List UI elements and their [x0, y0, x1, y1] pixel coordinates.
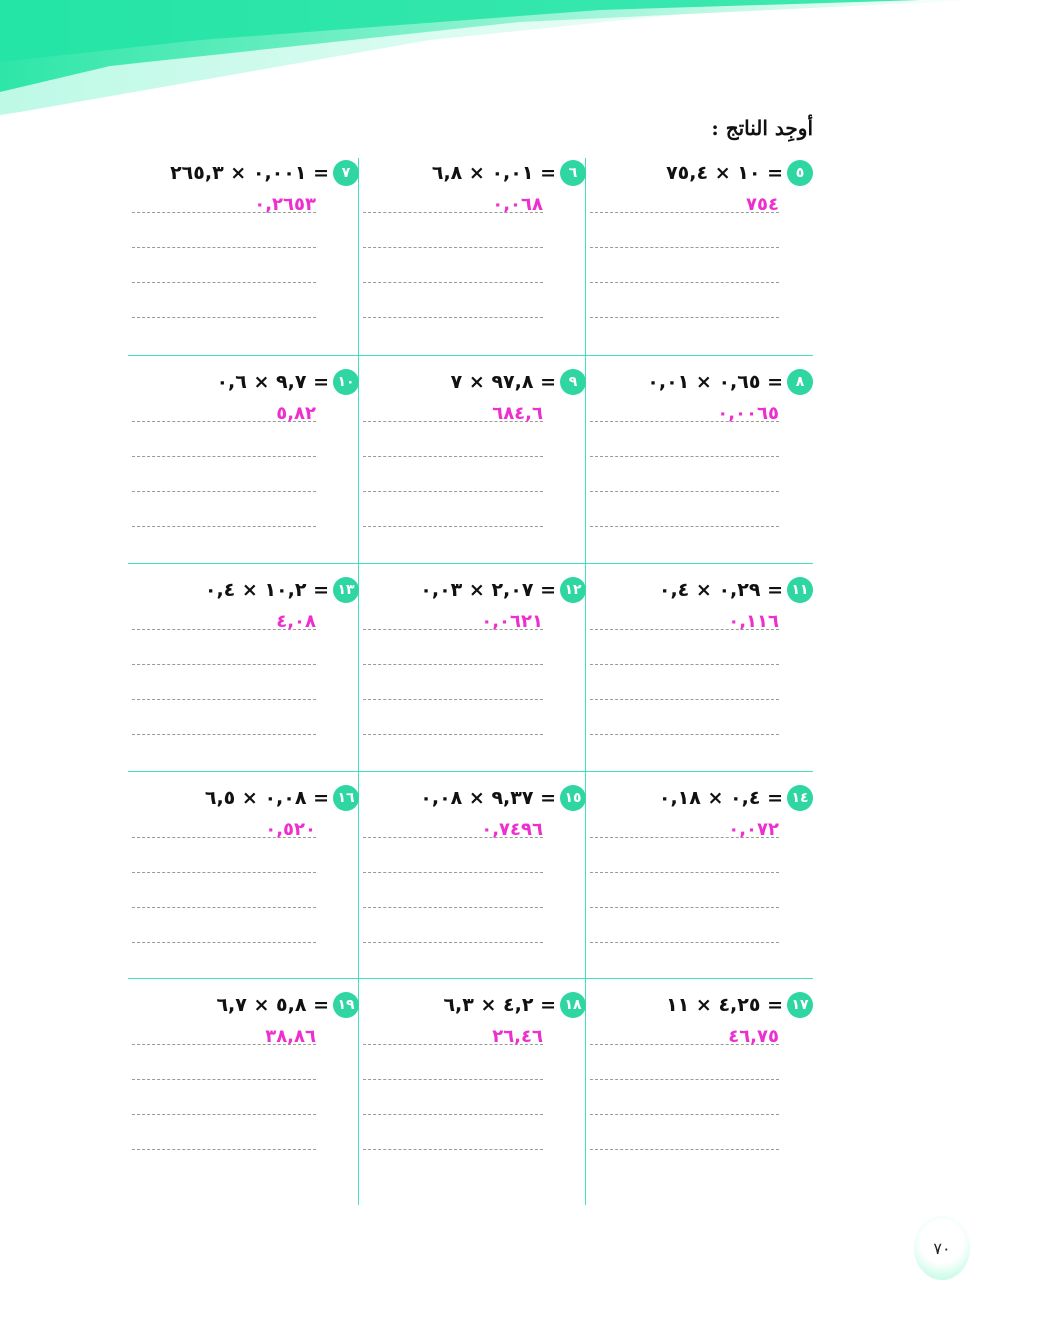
answer-line[interactable]	[132, 491, 316, 492]
problem-cell	[587, 158, 813, 363]
problem-row	[443, 992, 586, 1018]
handwritten-answer: ٤,٠٨	[276, 611, 316, 632]
answer-line[interactable]	[363, 699, 543, 700]
answer-line[interactable]	[590, 1149, 779, 1150]
answer-line[interactable]	[363, 526, 543, 527]
problem-row	[659, 577, 813, 603]
problem-cell	[360, 575, 586, 780]
problem-cell	[587, 575, 813, 780]
handwritten-answer: ٠,٠٠٦٥	[717, 403, 779, 424]
answer-line[interactable]	[363, 734, 543, 735]
problem-expression: ٥,٨ × ٦,٧ =	[216, 994, 329, 1016]
answer-line[interactable]	[363, 664, 543, 665]
answer-line[interactable]	[132, 699, 316, 700]
answer-line[interactable]	[363, 317, 543, 318]
problem-number-badge: ١٨	[560, 992, 586, 1018]
problem-expression: ٠,٠٠١ × ٢٦٥,٣ =	[170, 162, 329, 184]
answer-line[interactable]	[132, 317, 316, 318]
handwritten-answer: ٠,٥٢٠	[265, 819, 316, 840]
problem-row	[216, 369, 359, 395]
handwritten-answer: ٧٥٤	[746, 194, 779, 215]
problem-cell	[133, 783, 359, 988]
handwritten-answer: ٠,٠٦٨	[492, 194, 543, 215]
handwritten-answer: ٦٨٤,٦	[492, 403, 543, 424]
problem-row	[216, 992, 359, 1018]
problem-cell	[360, 158, 586, 363]
answer-line[interactable]	[132, 282, 316, 283]
answer-line[interactable]	[363, 1149, 543, 1150]
handwritten-answer: ٥,٨٢	[276, 403, 316, 424]
header-decoration	[0, 0, 1039, 130]
problem-expression: ١٠,٢ × ٠,٤ =	[204, 579, 329, 601]
handwritten-answer: ٠,٢٦٥٣	[254, 194, 316, 215]
problem-expression: ٢,٠٧ × ٠,٠٣ =	[420, 579, 556, 601]
handwritten-answer: ٠,٠٧٢	[728, 819, 779, 840]
problem-cell	[587, 783, 813, 988]
answer-line[interactable]	[132, 1079, 316, 1080]
problem-number-badge: ٦	[560, 160, 586, 186]
problem-number-badge: ٨	[787, 369, 813, 395]
problem-expression: ٠,٦٥ × ٠,٠١ =	[647, 371, 783, 393]
answer-line[interactable]	[132, 734, 316, 735]
problem-number-badge: ١٧	[787, 992, 813, 1018]
problem-expression: ٠,٠٨ × ٦,٥ =	[204, 787, 329, 809]
answer-line[interactable]	[132, 664, 316, 665]
answer-line[interactable]	[363, 942, 543, 943]
answer-line[interactable]	[590, 664, 779, 665]
problem-cell	[587, 990, 813, 1195]
answer-line[interactable]	[590, 456, 779, 457]
problem-cell	[587, 367, 813, 572]
problem-cell	[133, 367, 359, 572]
answer-line[interactable]	[363, 282, 543, 283]
handwritten-answer: ٠,١١٦	[728, 611, 779, 632]
answer-line[interactable]	[590, 317, 779, 318]
answer-line[interactable]	[590, 872, 779, 873]
problem-expression: ٠,٠١ × ٦,٨ =	[431, 162, 556, 184]
problem-cell	[133, 575, 359, 780]
problem-number-badge: ١٢	[560, 577, 586, 603]
answer-line[interactable]	[363, 456, 543, 457]
answer-line[interactable]	[363, 872, 543, 873]
answer-line[interactable]	[590, 491, 779, 492]
problem-number-badge: ١٤	[787, 785, 813, 811]
answer-line[interactable]	[590, 1079, 779, 1080]
handwritten-answer: ٣٨,٨٦	[265, 1026, 316, 1047]
handwritten-answer: ٢٦,٤٦	[492, 1026, 543, 1047]
problem-expression: ٩,٧ × ٠,٦ =	[216, 371, 329, 393]
problem-row	[659, 785, 813, 811]
answer-line[interactable]	[590, 734, 779, 735]
problem-number-badge: ١٥	[560, 785, 586, 811]
problem-row	[432, 160, 586, 186]
answer-line[interactable]	[363, 1114, 543, 1115]
handwritten-answer: ٠,٠٦٢١	[481, 611, 543, 632]
problem-number-badge: ٥	[787, 160, 813, 186]
answer-line[interactable]	[590, 282, 779, 283]
instruction-heading: أوجِد الناتج :	[711, 116, 813, 140]
problem-expression: ٤,٢ × ٦,٣ =	[443, 994, 556, 1016]
problem-number-badge: ٧	[333, 160, 359, 186]
handwritten-answer: ٤٦,٧٥	[728, 1026, 779, 1047]
answer-line[interactable]	[590, 247, 779, 248]
problem-expression: ٠,٢٩ × ٠,٤ =	[658, 579, 783, 601]
answer-line[interactable]	[363, 491, 543, 492]
problem-number-badge: ١٠	[333, 369, 359, 395]
problem-cell	[360, 990, 586, 1195]
answer-line[interactable]	[132, 456, 316, 457]
problem-expression: ٩,٣٧ × ٠,٠٨ =	[420, 787, 556, 809]
problem-cell	[360, 783, 586, 988]
answer-line[interactable]	[132, 907, 316, 908]
answer-line[interactable]	[363, 907, 543, 908]
problem-expression: ١٠ × ٧٥,٤ =	[666, 162, 783, 184]
problem-number-badge: ١٦	[333, 785, 359, 811]
answer-line[interactable]	[132, 942, 316, 943]
problem-number-badge: ١١	[787, 577, 813, 603]
answer-line[interactable]	[132, 872, 316, 873]
answer-line[interactable]	[363, 247, 543, 248]
problem-row	[420, 785, 586, 811]
answer-line[interactable]	[132, 526, 316, 527]
problem-number-badge: ٩	[560, 369, 586, 395]
problem-row	[666, 992, 813, 1018]
problem-expression: ٩٧,٨ × ٧ =	[450, 371, 556, 393]
answer-line[interactable]	[590, 1114, 779, 1115]
problem-expression: ٠,٤ × ٠,١٨ =	[658, 787, 783, 809]
problem-cell	[133, 990, 359, 1195]
answer-line[interactable]	[132, 1114, 316, 1115]
answer-line[interactable]	[590, 699, 779, 700]
answer-line[interactable]	[363, 1079, 543, 1080]
answer-line[interactable]	[590, 942, 779, 943]
answer-line[interactable]	[590, 526, 779, 527]
page-number: ٧٠	[914, 1216, 970, 1280]
problem-row	[205, 577, 359, 603]
problem-row	[647, 369, 813, 395]
problem-row	[451, 369, 586, 395]
problem-row	[205, 785, 359, 811]
problem-cell	[360, 367, 586, 572]
problem-expression: ٤,٢٥ × ١١ =	[666, 994, 783, 1016]
problem-number-badge: ١٩	[333, 992, 359, 1018]
problem-number-badge: ١٣	[333, 577, 359, 603]
problem-row	[420, 577, 586, 603]
handwritten-answer: ٠,٧٤٩٦	[481, 819, 543, 840]
answer-line[interactable]	[590, 907, 779, 908]
answer-line[interactable]	[132, 247, 316, 248]
problem-row	[170, 160, 359, 186]
problem-cell	[133, 158, 359, 363]
answer-line[interactable]	[132, 1149, 316, 1150]
problem-row	[666, 160, 813, 186]
